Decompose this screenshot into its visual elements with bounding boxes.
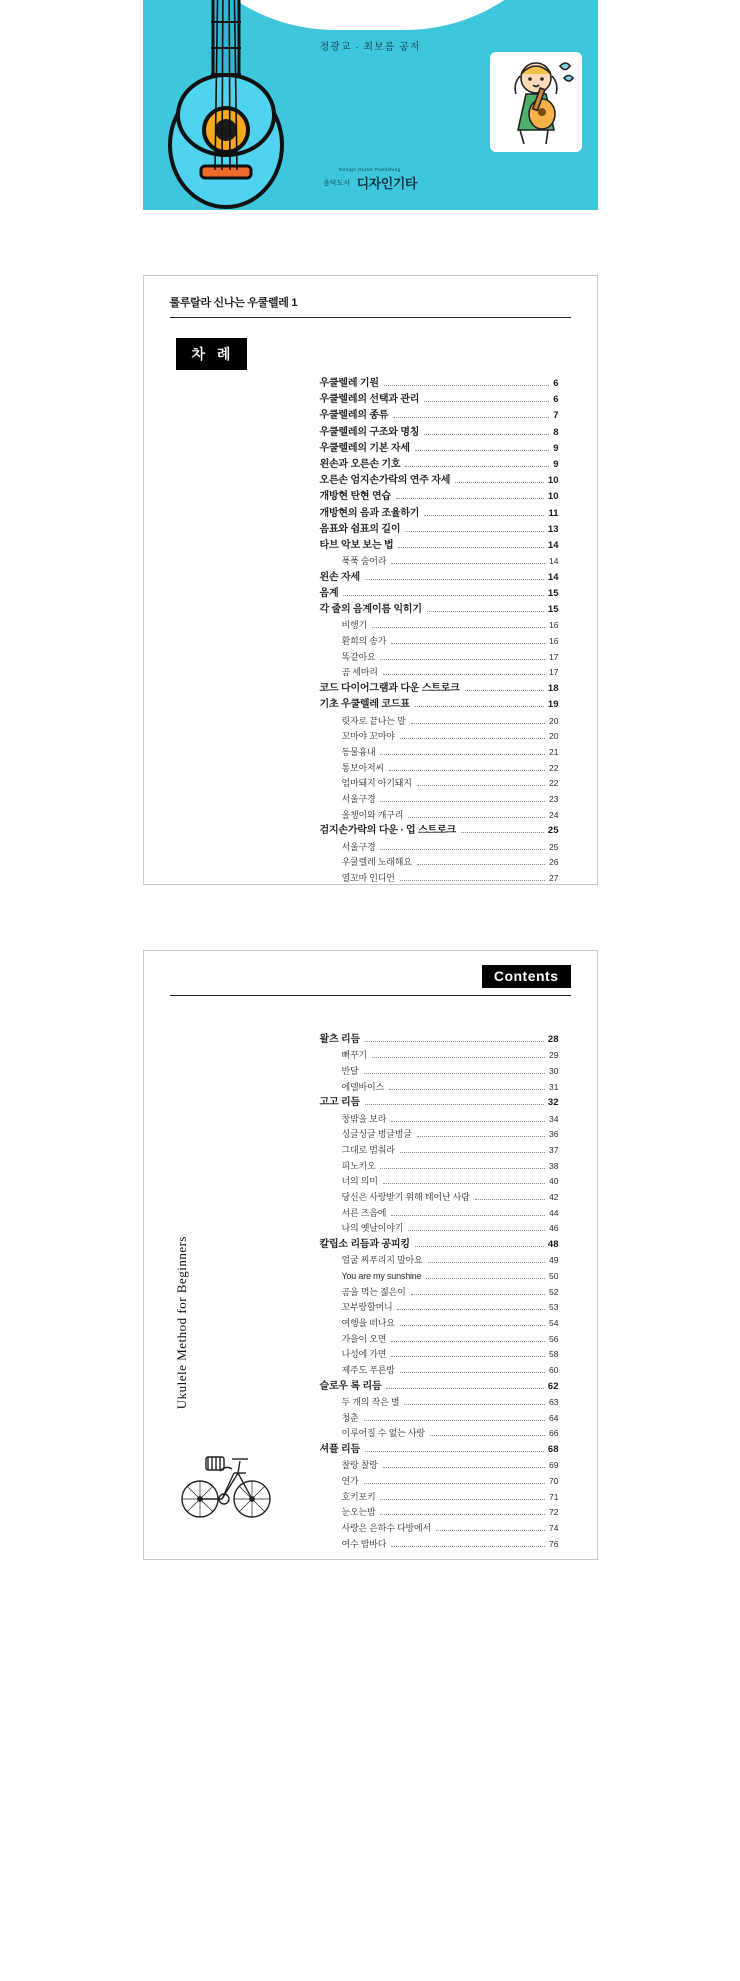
toc-entry-label: 오른손 엄지손가락의 연주 자세 [319, 475, 451, 487]
toc-entry[interactable] [320, 1537, 559, 1553]
toc-leader-dots [405, 531, 544, 532]
toc-entry-label: 여수 밤바다 [341, 1538, 387, 1549]
toc-entry-page-number: 17 [549, 667, 559, 678]
toc-entry[interactable] [320, 425, 559, 441]
toc-entry-page-number: 6 [553, 378, 559, 390]
toc-leader-dots [408, 1230, 545, 1231]
toc-leader-dots [465, 690, 544, 691]
toc-entry-page-number: 19 [547, 699, 559, 711]
toc-entry-label: 기초 우쿨렐레 코드표 [319, 699, 410, 711]
toc-leader-dots [372, 1057, 545, 1058]
toc-leader-dots [475, 1199, 545, 1200]
toc-entry-label: 우쿨렐레의 기본 자세 [319, 442, 410, 454]
toc-leader-dots [405, 466, 549, 467]
toc-entry-label: 여행을 떠나요 [341, 1317, 395, 1328]
toc-leader-dots [386, 1388, 544, 1389]
toc-entry[interactable] [320, 665, 559, 681]
toc-entry-page-number: 9 [553, 459, 559, 471]
toc-entry-page-number: 24 [549, 809, 559, 820]
toc-entry-page-number: 64 [549, 1412, 559, 1423]
toc-entry-label: 릿자로 끝나는 말 [341, 715, 406, 726]
toc-leader-dots [426, 1278, 545, 1279]
toc-entry-page-number: 30 [549, 1065, 559, 1076]
toc-entry-page-number: 58 [549, 1349, 559, 1360]
toc-entry-label: 우쿨렐레의 선택과 관리 [319, 394, 420, 406]
toc-entry-page-number: 49 [549, 1255, 559, 1266]
toc-entry[interactable] [320, 1190, 559, 1206]
toc-entry[interactable] [320, 441, 559, 457]
toc-entry[interactable] [320, 1300, 559, 1316]
toc-entry[interactable] [320, 1489, 559, 1505]
toc-leader-dots [430, 1435, 545, 1436]
toc-entry-page-number: 27 [549, 872, 559, 883]
toc-entry[interactable] [320, 1395, 559, 1411]
cover-authors: 정광교 · 최보름 공저 [319, 42, 421, 53]
toc-entry[interactable] [320, 1458, 559, 1474]
toc-entry-page-number: 40 [549, 1176, 559, 1187]
toc-entry[interactable] [320, 1363, 559, 1379]
toc-entry-label: 셔플 리듬 [319, 1443, 360, 1455]
toc-leader-dots [365, 1451, 544, 1452]
toc-entry-label: 환희의 송가 [341, 636, 387, 647]
toc-leader-dots [427, 611, 544, 612]
toc-entry-page-number: 36 [549, 1129, 559, 1140]
toc-entry-label: 곰 세마리 [341, 667, 378, 678]
toc-entry[interactable] [320, 713, 559, 729]
toc-leader-dots [343, 595, 544, 596]
toc-leader-dots [424, 401, 549, 402]
toc-entry-page-number: 68 [547, 1443, 559, 1455]
toc-entry-label: 나성에 가면 [341, 1349, 387, 1360]
toc-leader-dots [365, 579, 544, 580]
toc-entry-page-number: 10 [547, 475, 559, 487]
toc-leader-dots [380, 659, 545, 660]
toc-leader-dots [383, 1467, 545, 1468]
toc-leader-dots [365, 1104, 544, 1105]
toc-entry[interactable] [320, 538, 559, 554]
toc-leader-dots [393, 417, 549, 418]
toc-entry[interactable] [320, 1206, 559, 1222]
vertical-english-title: Ukulele Method for Beginners [173, 1235, 189, 1409]
toc-entry[interactable] [320, 1064, 559, 1080]
toc-page-two [143, 950, 598, 1560]
toc-entry-label: 가을이 오면 [341, 1333, 387, 1344]
toc-entry-page-number: 76 [549, 1538, 559, 1549]
toc-leader-dots [391, 1121, 545, 1122]
toc-entry-label: 나의 옛날이야기 [341, 1223, 404, 1234]
toc-leader-dots [380, 1168, 545, 1169]
toc-page-one [143, 275, 598, 885]
toc-entry-label: 올챙이와 개구리 [341, 809, 404, 820]
toc-leader-dots [380, 801, 545, 802]
publisher-sub-label: Design Guitar Publishing [339, 167, 401, 172]
toc-entry-page-number: 50 [549, 1270, 559, 1281]
toc-entry-label: 당신은 사랑받기 위해 태어난 사람 [341, 1191, 470, 1202]
toc-entry-page-number: 37 [549, 1144, 559, 1155]
toc-entry-label: 우쿨렐레 기원 [319, 378, 379, 390]
toc-entry-page-number: 70 [549, 1475, 559, 1486]
toc-entry-label: 서울구경 [341, 841, 376, 852]
toc-entry[interactable] [320, 586, 559, 602]
toc-entry[interactable] [320, 1159, 559, 1175]
toc-entry-label: 그대로 멈춰라 [341, 1144, 395, 1155]
toc-entry-label: 열꼬마 인디언 [341, 872, 395, 883]
toc-entry-page-number: 13 [547, 523, 559, 535]
guitar-illustration [161, 0, 301, 210]
toc-entry[interactable] [320, 1095, 559, 1111]
toc-entry-page-number: 34 [549, 1113, 559, 1124]
toc-leader-dots [415, 706, 544, 707]
toc-entry-label: 눈오는밤 [341, 1507, 376, 1518]
toc-entry-page-number: 20 [549, 715, 559, 726]
toc-entry-page-number: 28 [547, 1034, 559, 1046]
toc-entry[interactable] [320, 1505, 559, 1521]
toc-entry-page-number: 66 [549, 1428, 559, 1439]
toc-entry-label: 반달 [341, 1065, 359, 1076]
toc-entry[interactable] [320, 855, 559, 871]
toc-entry[interactable] [320, 697, 559, 713]
toc-entry-label: 음표와 쉼표의 길이 [319, 523, 401, 535]
toc-leader-dots [398, 547, 543, 548]
toc-leader-dots [424, 434, 549, 435]
toc-leader-dots [389, 770, 545, 771]
toc-leader-dots [391, 1356, 545, 1357]
toc-entry[interactable] [320, 634, 559, 650]
toc-entry[interactable] [320, 1237, 559, 1253]
toc-entry[interactable] [320, 489, 559, 505]
toc-entry-page-number: 22 [549, 762, 559, 773]
toc-entry[interactable] [320, 745, 559, 761]
toc-entry-page-number: 15 [547, 604, 559, 616]
toc-entry[interactable] [320, 506, 559, 522]
toc-entry-page-number: 14 [549, 556, 559, 567]
toc-leader-dots [384, 385, 549, 386]
contents-badge: Contents [482, 965, 571, 988]
toc-entry[interactable] [320, 1316, 559, 1332]
toc-entry-label: 우쿨렐레의 종류 [319, 410, 389, 422]
toc-entry-label: 창밖을 보라 [341, 1113, 387, 1124]
toc-entry[interactable] [320, 1442, 559, 1458]
toc-entry-label: 연가 [341, 1475, 359, 1486]
toc-leader-dots [415, 1246, 544, 1247]
toc-leader-dots [364, 1483, 546, 1484]
toc-leader-dots [400, 1325, 545, 1326]
toc-leader-dots [383, 1183, 545, 1184]
toc-entry[interactable] [320, 1080, 559, 1096]
toc-leader-dots [417, 785, 545, 786]
toc-entry-page-number: 69 [549, 1460, 559, 1471]
toc-entry-label: 왈츠 리듬 [319, 1034, 360, 1046]
toc-entry[interactable] [320, 1143, 559, 1159]
toc-entry-label: 개방현의 음과 조율하기 [319, 507, 420, 519]
toc-entry[interactable] [320, 522, 559, 538]
toc-entry-label: 꼬부랑할머니 [341, 1302, 393, 1313]
toc-entry[interactable] [320, 1269, 559, 1285]
toc-entry-page-number: 54 [549, 1317, 559, 1328]
toc-section-badge: 차 례 [176, 338, 248, 370]
toc-entry[interactable] [320, 823, 559, 839]
toc-entry[interactable] [320, 376, 559, 392]
page-rule [170, 995, 571, 996]
toc-leader-dots [364, 1420, 546, 1421]
toc-entry[interactable] [320, 408, 559, 424]
toc-leader-dots [380, 849, 545, 850]
toc-entry[interactable] [320, 554, 559, 570]
toc-entry-label: 곰을 먹는 젊은이 [341, 1286, 406, 1297]
toc-leader-dots [380, 1514, 545, 1515]
toc-entry-page-number: 44 [549, 1207, 559, 1218]
toc-entry-label: 싱글싱글 벙글벙글 [341, 1129, 412, 1140]
toc-entry-label: 뻐꾸기 [341, 1050, 367, 1061]
toc-entry-page-number: 21 [549, 746, 559, 757]
toc-entry-label: 에델바이스 [341, 1081, 384, 1092]
book-cover [143, 0, 598, 210]
toc-entry-label: 개방현 탄현 연습 [319, 491, 391, 503]
toc-entry[interactable] [320, 473, 559, 489]
toc-entry[interactable] [320, 871, 559, 887]
girl-with-guitar-sticker [490, 52, 582, 152]
toc-leader-dots [400, 1372, 545, 1373]
toc-entry-page-number: 72 [549, 1507, 559, 1518]
toc-entry-label: 우쿨렐레 노래해요 [341, 857, 412, 868]
toc-entry-page-number: 16 [549, 636, 559, 647]
toc-entry-page-number: 62 [547, 1380, 559, 1392]
toc-entry[interactable] [320, 1285, 559, 1301]
toc-entry-label: 호키포키 [341, 1491, 376, 1502]
toc-entry-page-number: 18 [547, 683, 559, 695]
toc-entry-label: 서울구경 [341, 793, 376, 804]
toc-entry-page-number: 52 [549, 1286, 559, 1297]
toc-entry-page-number: 63 [549, 1396, 559, 1407]
toc-leader-dots [424, 515, 544, 516]
toc-entry-label: 코드 다이어그램과 다운 스트로크 [319, 683, 460, 695]
toc-entry-page-number: 8 [553, 426, 559, 438]
toc-entry-page-number: 10 [547, 491, 559, 503]
toc-entry[interactable] [320, 681, 559, 697]
toc-entry-page-number: 9 [553, 442, 559, 454]
toc-leader-dots [400, 738, 545, 739]
toc-entry-label: 왼손 자세 [319, 571, 360, 583]
toc-entry-label: 비행기 [341, 620, 367, 631]
toc-entry[interactable] [320, 839, 559, 855]
toc-entry[interactable] [320, 1221, 559, 1237]
toc-entry-page-number: 38 [549, 1160, 559, 1171]
toc-entry[interactable] [320, 457, 559, 473]
toc-entry-label: 음계 [319, 588, 339, 600]
toc-entry[interactable] [320, 1253, 559, 1269]
toc-entry-page-number: 74 [549, 1522, 559, 1533]
toc-leader-dots [380, 754, 545, 755]
toc-entry-label: 타브 악보 보는 법 [319, 539, 394, 551]
toc-entry-page-number: 42 [549, 1191, 559, 1202]
toc-entry-page-number: 25 [547, 825, 559, 837]
publisher-small-label: 음악도서 [323, 179, 351, 187]
toc-entry-page-number: 32 [547, 1097, 559, 1109]
toc-entry-page-number: 22 [549, 778, 559, 789]
toc-leader-dots [417, 864, 545, 865]
toc-entry-label: 똑같아요 [341, 651, 376, 662]
toc-entry-label: 푹푹 숨어라 [341, 556, 387, 567]
contents-badge-row [170, 965, 571, 988]
toc-entry-page-number: 14 [547, 571, 559, 583]
toc-entry[interactable] [320, 392, 559, 408]
toc-entry[interactable] [320, 761, 559, 777]
toc-entry[interactable] [320, 1521, 559, 1537]
toc-entry-page-number: 7 [553, 410, 559, 422]
toc-leader-dots [389, 1089, 545, 1090]
publisher-logo [323, 167, 417, 192]
toc-entry-page-number: 46 [549, 1223, 559, 1234]
toc-leader-dots [455, 482, 544, 483]
toc-entry-page-number: 48 [547, 1239, 559, 1251]
toc-entry-page-number: 60 [549, 1365, 559, 1376]
toc-leader-dots [391, 1341, 545, 1342]
toc-entry-label: 우쿨렐레의 구조와 명칭 [319, 426, 420, 438]
toc-entry-label: 제주도 푸른밤 [341, 1365, 395, 1376]
toc-entry-label: 각 줄의 음계이름 익히기 [319, 604, 422, 616]
toc-entry[interactable] [320, 1111, 559, 1127]
toc-leader-dots [400, 1152, 545, 1153]
bicycle-illustration [178, 1443, 274, 1521]
toc-entry-page-number: 16 [549, 620, 559, 631]
toc-leader-dots [411, 723, 545, 724]
toc-leader-dots [383, 674, 545, 675]
toc-entry-label: 얼굴 찌푸리지 말아요 [341, 1255, 423, 1266]
toc-leader-dots [397, 1309, 545, 1310]
toc-entry-page-number: 6 [553, 394, 559, 406]
toc-entry[interactable] [320, 729, 559, 745]
toc-leader-dots [461, 832, 544, 833]
toc-leader-dots [415, 450, 549, 451]
toc-entry-page-number: 56 [549, 1333, 559, 1344]
toc-list-page-one [170, 376, 571, 887]
toc-entry-page-number: 53 [549, 1302, 559, 1313]
toc-leader-dots [391, 563, 545, 564]
toc-entry[interactable] [320, 570, 559, 586]
toc-entry[interactable] [320, 1474, 559, 1490]
toc-leader-dots [391, 1215, 545, 1216]
book-cover-section [0, 0, 740, 210]
toc-leader-dots [400, 880, 545, 881]
toc-entry[interactable] [320, 1048, 559, 1064]
toc-entry[interactable] [320, 602, 559, 618]
toc-entry-page-number: 14 [547, 539, 559, 551]
toc-entry-page-number: 17 [549, 651, 559, 662]
toc-entry-label: 청춘 [341, 1412, 359, 1423]
book-title: 룰루랄라 신나는 우쿨렐레 1 [170, 294, 571, 318]
toc-entry-label: 이루어질 수 없는 사랑 [341, 1428, 425, 1439]
toc-entry-page-number: 71 [549, 1491, 559, 1502]
toc-entry[interactable] [320, 792, 559, 808]
toc-leader-dots [411, 1294, 545, 1295]
toc-entry[interactable] [320, 1127, 559, 1143]
toc-entry[interactable] [320, 650, 559, 666]
toc-entry-label: 검지손가락의 다운 · 업 스트로크 [319, 825, 456, 837]
toc-leader-dots [391, 643, 545, 644]
toc-leader-dots [404, 1404, 545, 1405]
toc-entry[interactable] [320, 1032, 559, 1048]
toc-entry-label: 두 개의 작은 별 [341, 1396, 400, 1407]
toc-entry[interactable] [320, 1411, 559, 1427]
toc-entry-page-number: 20 [549, 731, 559, 742]
toc-entry-label: 꼬마야 꼬마야 [341, 731, 395, 742]
toc-entry-label: 통보아저씨 [341, 762, 384, 773]
toc-entry-page-number: 11 [548, 507, 559, 519]
toc-entry-label: 슬로우 록 리듬 [319, 1380, 382, 1392]
toc-entry[interactable] [320, 1379, 559, 1395]
toc-entry-label: 찰랑 찰랑 [341, 1460, 378, 1471]
toc-leader-dots [372, 627, 545, 628]
toc-leader-dots [380, 1499, 545, 1500]
toc-entry-label: 왼손과 오른손 기호 [319, 459, 401, 471]
toc-entry-label: 칼립소 리듬과 공피킹 [319, 1239, 410, 1251]
toc-entry-label: 너의 의미 [341, 1176, 378, 1187]
toc-entry-page-number: 26 [549, 857, 559, 868]
toc-entry-label: 고고 리듬 [319, 1097, 360, 1109]
toc-entry-label: 사랑은 은하수 다방에서 [341, 1522, 432, 1533]
toc-entry-page-number: 31 [549, 1081, 559, 1092]
toc-leader-dots [436, 1530, 545, 1531]
toc-entry[interactable] [320, 618, 559, 634]
toc-entry-label: You are my sunshine [341, 1270, 422, 1281]
toc-entry[interactable] [320, 1332, 559, 1348]
toc-leader-dots [365, 1041, 544, 1042]
toc-entry-label: 엄마돼지 아기돼지 [341, 778, 412, 789]
toc-entry[interactable] [320, 776, 559, 792]
toc-leader-dots [396, 498, 544, 499]
toc-entry[interactable] [320, 1347, 559, 1363]
toc-entry[interactable] [320, 1426, 559, 1442]
toc-entry[interactable] [320, 808, 559, 824]
toc-entry-page-number: 15 [547, 588, 559, 600]
toc-entry-page-number: 23 [549, 793, 559, 804]
toc-entry-page-number: 25 [549, 841, 559, 852]
publisher-main-label: 디자인기타 [356, 176, 417, 191]
toc-entry-label: 서른 즈음에 [341, 1207, 387, 1218]
toc-leader-dots [408, 817, 545, 818]
toc-entry-page-number: 29 [549, 1050, 559, 1061]
toc-leader-dots [391, 1546, 545, 1547]
toc-leader-dots [417, 1136, 545, 1137]
toc-entry[interactable] [320, 1174, 559, 1190]
toc-entry-label: 피노키오 [341, 1160, 376, 1171]
toc-entry-label: 동물흉내 [341, 746, 376, 757]
toc-leader-dots [364, 1073, 546, 1074]
toc-leader-dots [428, 1262, 545, 1263]
